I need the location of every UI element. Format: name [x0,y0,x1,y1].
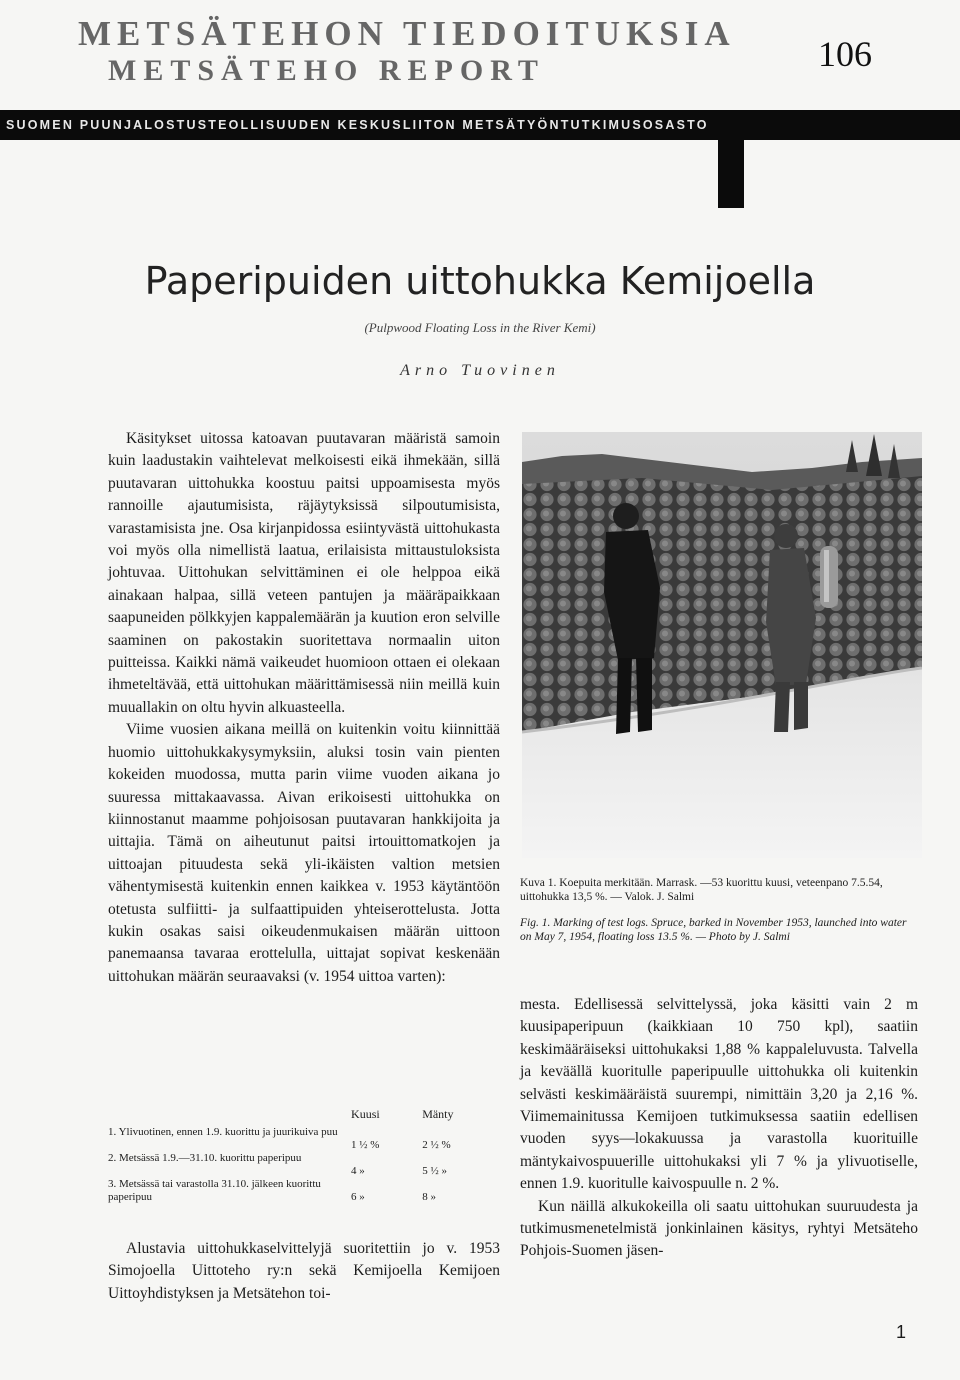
paragraph: Alustavia uittohukkaselvittelyjä suoritettiin jo v. 1953 Simojoella Uittoteho ry:n sekä Kemijoella Kemijoen Uittoyhdistyksen ja Metsätehon toi- [108,1240,500,1302]
loss-table [108,1108,500,1204]
row-manty: 2 ½ % [422,1139,451,1151]
paragraph: Viime vuosien aikana meillä on kuitenkin voitu kiinnittää huomio uittohukkakysymyksiin, aluksi tosin vain pienten kokeiden muodossa, mutta parin viime vuoden aikana jo suuressa mittakaavassa. Aivan erikoisesti uittohukka on kiinnostanut maamme pohjoisosan puutavaran hankkijoita ja uittajia. Tämä on aiheutunut paitsi irtouittomatkojen ja uittoajan pituudesta sekä yli-ikäisten valtion metsien vähentymisestä kuitenkin ennen kaikkea v. 1953 käytäntöön otetusta sulfiitti- ja sulfaattipuiden yhteiserottelusta. Jotta kukin osakas saisi oikeudenmukaisen määrän uittoon panemaansa tavaraa erottelulla, uittajat sopivat keskenään uittohukan määrän seuraavaksi (v. 1954 uittoa varten): [108,721,500,985]
article-title: Paperipuiden uittohukka Kemijoella [144,259,816,303]
masthead-title-fi: METSÄTEHON TIEDOITUKSIA [78,14,736,53]
header-manty: Mänty [422,1107,454,1121]
row-label: 1. Ylivuotinen, ennen 1.9. kuorittu ja juurikuiva puu [108,1126,338,1138]
figure-photo [522,432,922,858]
table-row [108,1178,500,1204]
masthead-title-en: METSÄTEHO REPORT [108,54,545,87]
publisher-banner-text: SUOMEN PUUNJALOSTUSTEOLLISUUDEN KESKUSLIITON METSÄTYÖNTUTKIMUSOSASTO [6,118,709,132]
article-author: Arno Tuovinen [400,362,560,379]
row-kuusi: 6 » [351,1191,365,1203]
row-manty: 8 » [422,1191,436,1203]
article-subtitle: (Pulpwood Floating Loss in the River Kemi) [364,320,596,335]
table-row [108,1152,500,1178]
paragraph: Käsitykset uitossa katoavan puutavaran määristä samoin kuin laadustakin vaihtelevat melkoisesti eikä ihmekään, sillä puutavaran uittohukka koostuu paitsi uppoamisesta myös rannoille ajautumisista, räjäytyksissä silpoutumisista, varastamisista jne. Osa kirjanpidossa esiintyvästä uittohukasta voi myös olla nimellistä laatua, erilaisista mittaustuloksista johtuvaa. Uittohukan selvittäminen ei ole helppoa eikä ainakaan halpaa, sillä veteen pantujen ja määräpaikkaan saapuneiden pölkkyjen kappalemäärän ja kuution eron selville saaminen on pakostakin suoritettava normaalin uiton puitteissa. Kaikki nämä vaikeudet huomioon ottaen ei olekaan ihmeteltävää, että uittohukan määrittämisessä niin meillä kuin muuallakin on oltu hyvin alkuasteella. [108,430,500,716]
right-column [520,994,918,1263]
row-kuusi: 4 » [351,1165,365,1177]
issue-number: 106 [818,34,872,74]
paragraph: mesta. Edellisessä selvittelyssä, joka käsitti vain 2 m kuusipaperipuun (kaikkiaan 10 750 kpl), saatiin keskimääräiseksi uittohukaksi 1,88 % kappaleluvusta. Talvella ja keväällä kuoritulle paperipuulle uittohukka oli kuitenkin selvästi keskimääräistä suurempi, nimittäin 3,20 ja 2,16 %. Viimemainitussa Kemijoen tutkimuksessa saatiin edellisen vuoden syys—lokakuussa ja varastolla kuorituille mäntykaivospuuerille uittohukaksi yli 7 % ja ylivuotiselle, ennen 1.9. kuoritulle kaivospuulle n. 2 %. [520,996,918,1193]
header-kuusi: Kuusi [351,1107,380,1121]
left-column-continued [108,1238,500,1305]
banner-stem [718,140,744,208]
left-column [108,428,500,988]
table-row [108,1126,500,1152]
row-label: 3. Metsässä tai varastolla 31.10. jälkeen kuorittu paperipuu [108,1178,321,1203]
row-label: 2. Metsässä 1.9.—31.10. kuorittu paperipuu [108,1152,302,1164]
row-kuusi: 1 ½ % [351,1139,380,1151]
figure-caption-fi: Kuva 1. Koepuita merkitään. Marrask. —53 kuorittu kuusi, veteenpano 7.5.54, uittohukka 13,5 %. — Valok. J. Salmi [520,877,883,903]
row-manty: 5 ½ » [422,1165,447,1177]
figure-caption-en: Fig. 1. Marking of test logs. Spruce, barked in November 1953, launched into water on May 7, 1954, floating loss 13.5 %. — Photo by J. Salmi [520,917,907,943]
page-number: 1 [896,1322,907,1342]
paragraph: Kun näillä alkukokeilla oli saatu uittohukan suuruudesta ja tutkimusmenetelmistä jonkinlainen käsitys, ryhtyi Metsäteho Pohjois-Suomen jäsen- [520,1197,918,1260]
